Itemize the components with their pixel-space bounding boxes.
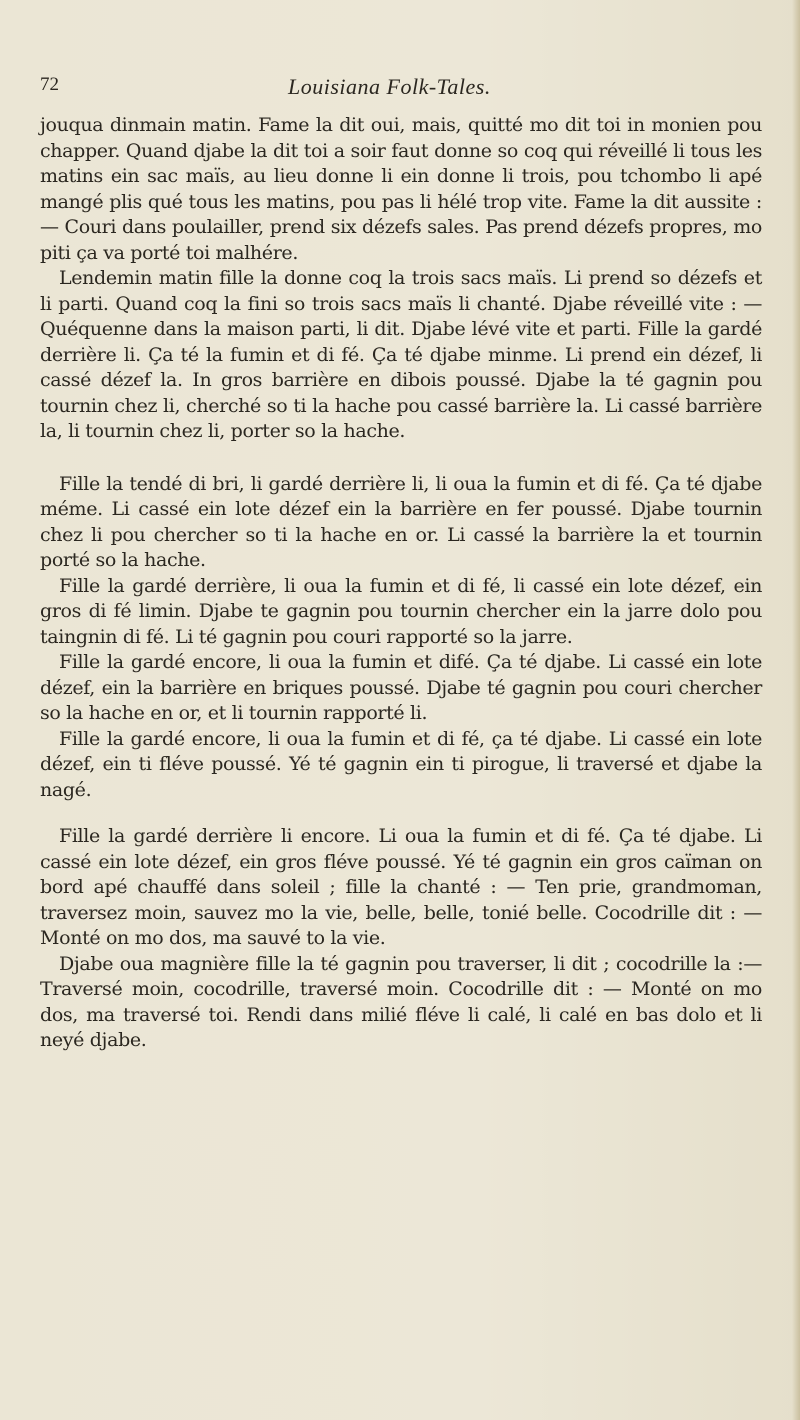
paragraph: jouqua dinmain matin. Fame la dit oui, mais, quitté mo dit toi in monien pou chapper. Quand djabe la dit toi a soir faut donne so coq qui réveillé li tous les matins ein sac maïs, au lieu donne li ein donne li trois, pou tchombo li apé mangé plis qué tous les matins, pou pas li hélé trop vite. Fame la dit aussite : — Couri dans poulailler, prend six dézefs sales. Pas prend dézefs propres, mo piti ça va porté toi malhére. xyxy=(40,114,762,264)
body-text xyxy=(40,113,762,1054)
paragraph: Lendemin matin fille la donne coq la trois sacs maïs. Li prend so dézefs et li parti. Quand coq la fini so trois sacs maïs li chanté. Djabe réveillé vite : — Quéquenne dans la maison parti, li dit. Djabe lévé vite et parti. Fille la gardé derrière li. Ça té la fumin et di fé. Ça té djabe minme. Li prend ein dézef, li cassé dézef la. In gros barrière en dibois poussé. Djabe la té gagnin pou tournin chez li, cherché so ti la hache pou cassé barrière la. Li cassé barrière la, li tournin chez li, porter so la hache. xyxy=(40,267,762,442)
paragraph: Djabe oua magnière fille la té gagnin pou traverser, li dit ; cocodrille la :— Traversé moin, cocodrille, traversé moin. Cocodrille dit : — Monté on mo dos, ma traversé toi. Rendi dans milié fléve li calé, li calé en bas dolo et li neyé djabe. xyxy=(40,952,762,1051)
paragraph: Fille la gardé derrière li encore. Li oua la fumin et di fé. Ça té djabe. Li cassé ein lote dézef, ein gros fléve poussé. Yé té gagnin ein gros caïman on bord apé chauffé dans soleil ; fille la chanté : — Ten prie, grandmoman, traversez moin, sauvez mo la vie, belle, belle, tonié belle. Cocodrille dit : — Monté on mo dos, ma sauvé to la vie. xyxy=(40,825,762,949)
paragraph: Fille la gardé encore, li oua la fumin et di fé, ça té djabe. Li cassé ein lote dézef, ein ti fléve poussé. Yé té gagnin ein ti pirogue, li traversé et djabe la nagé. xyxy=(40,727,762,801)
paragraph: Fille la gardé derrière, li oua la fumin et di fé, li cassé ein lote dézef, ein gros di fé limin. Djabe te gagnin pou tournin chercher ein la jarre dolo pou taingnin di fé. Li té gagnin pou couri rapporté so la jarre. xyxy=(40,574,762,648)
paragraph: Fille la tendé di bri, li gardé derrière li, li oua la fumin et di fé. Ça té djabe méme. Li cassé ein lote dézef ein la barrière en fer poussé. Djabe tournin chez li pou chercher so ti la hache en or. Li cassé la barrière la et tournin porté so la hache. xyxy=(40,472,762,571)
paragraph: Fille la gardé encore, li oua la fumin et difé. Ça té djabe. Li cassé ein lote dézef, ein la barrière en briques poussé. Djabe té gagnin pou couri chercher so la hache en or, et li tournin rapporté li. xyxy=(40,651,762,724)
running-title: Louisiana Folk-Tales. xyxy=(288,74,491,99)
page-header xyxy=(40,74,760,114)
page-number: 72 xyxy=(40,74,59,95)
